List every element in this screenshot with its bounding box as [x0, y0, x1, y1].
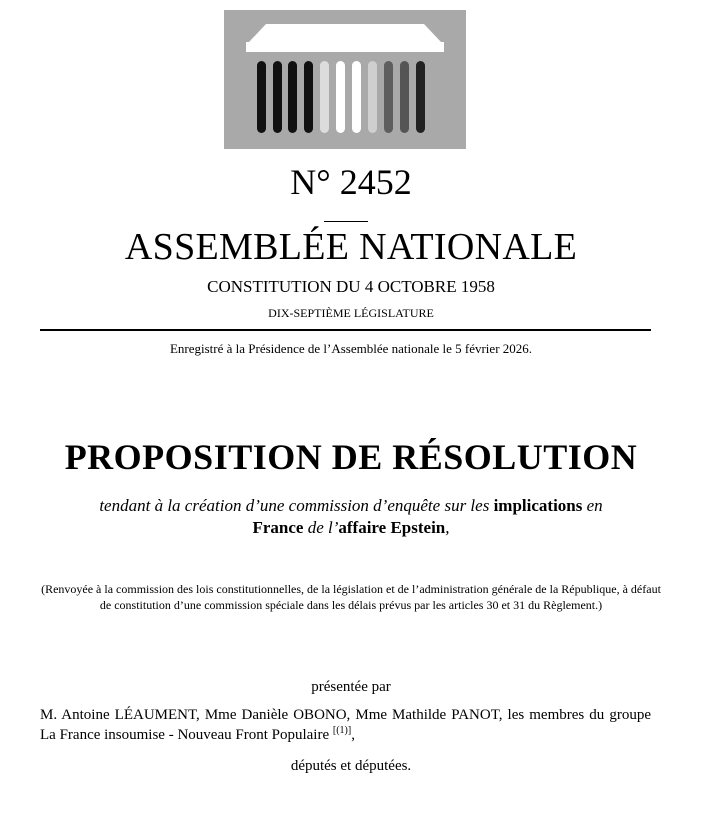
footnote-link[interactable]: [(1)] [332, 725, 352, 736]
deputies-line: députés et députées. [290, 758, 412, 774]
document-number: N° 2452 [290, 162, 412, 202]
referral-note: (Renvoyée à la commission des lois constitutionnelles, de la législation et de l’administration générale de la République, à défaut de constitution d’une commission spéciale dans les délais prévus par les articles 30 et 31 du Règlement.) [41, 582, 661, 612]
subject-keyword: implications [493, 496, 583, 515]
authors-list [40, 705, 651, 745]
document-type-title: PROPOSITION DE RÉSOLUTION [64, 437, 638, 477]
subject-text: tendant à la création d’une commission d’enquête sur les [99, 496, 494, 515]
registration-notice: Enregistré à la Présidence de l’Assemblée nationale le 5 février 2026. [169, 341, 533, 356]
resolution-subject [40, 495, 662, 539]
presented-by-label: présentée par [311, 679, 391, 695]
authors-text: M. Antoine LÉAUMENT, Mme Danièle OBONO, Mme Mathilde PANOT, les membres du groupe La France insoumise - Nouveau Front Populaire [40, 707, 651, 743]
subject-text: en [582, 496, 603, 515]
subject-keyword: France [252, 518, 304, 537]
constitution-line: CONSTITUTION DU 4 OCTOBRE 1958 [207, 277, 495, 296]
header-divider [40, 329, 651, 331]
assemblee-nationale-logo-icon [224, 10, 466, 149]
legislature-line: DIX-SEPTIÈME LÉGISLATURE [268, 306, 434, 320]
subject-text: de l’ [303, 518, 339, 537]
subject-keyword: affaire Epstein [338, 518, 446, 537]
subject-text: , [445, 518, 450, 537]
authors-end: , [351, 727, 355, 743]
institution-title: ASSEMBLÉE NATIONALE [124, 226, 578, 268]
title-divider [324, 221, 368, 222]
